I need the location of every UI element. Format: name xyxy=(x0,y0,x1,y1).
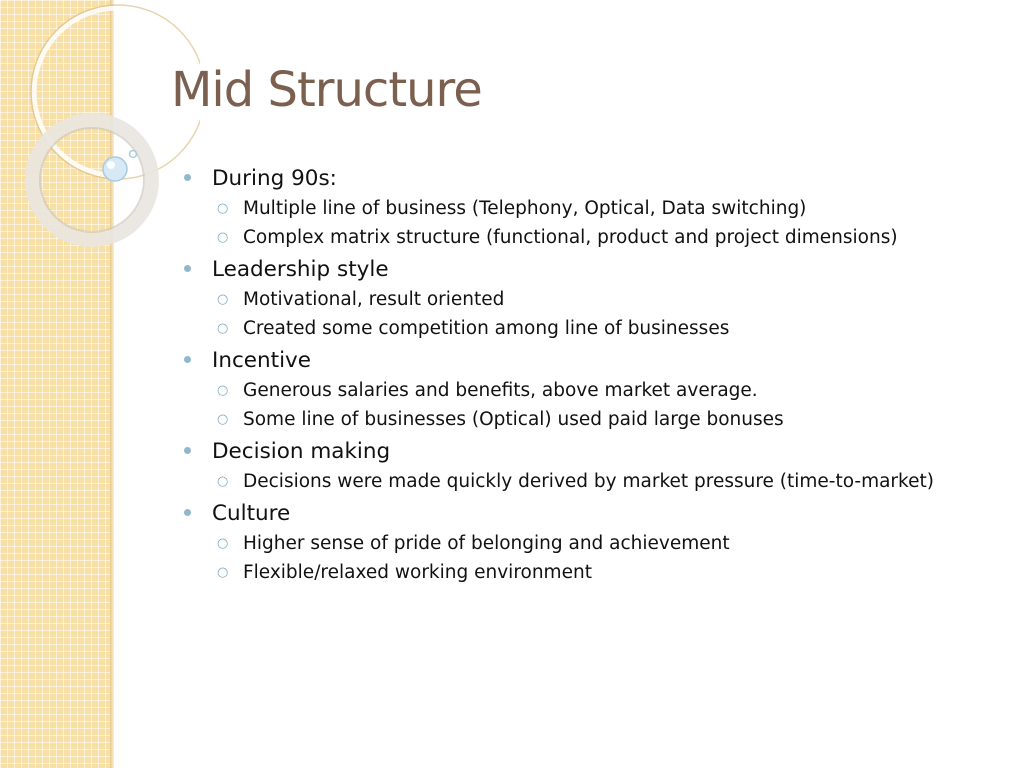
small-ball-highlight xyxy=(107,161,115,169)
sub-bullet-label: Complex matrix structure (functional, product and project dimensions) xyxy=(243,227,898,248)
bullet-item-during-90s xyxy=(184,164,1004,249)
sub-bullet-item xyxy=(212,288,1004,311)
medium-ring-inner xyxy=(40,128,144,232)
bullet-item-decision-making xyxy=(184,437,1004,493)
sub-bullet-list xyxy=(212,532,1004,584)
sub-bullet-ring-icon: ○ xyxy=(217,292,229,307)
bullet-list xyxy=(184,164,1004,584)
bullet-item-incentive xyxy=(184,346,1004,431)
bullet-dot-icon xyxy=(184,447,191,454)
sub-bullet-ring-icon: ○ xyxy=(217,412,229,427)
tiny-ring xyxy=(130,151,137,158)
sub-bullet-list xyxy=(212,197,1004,249)
sub-bullet-list xyxy=(212,379,1004,431)
bullet-label: Culture xyxy=(212,501,291,526)
sub-bullet-list xyxy=(212,288,1004,340)
sub-bullet-label: Flexible/relaxed working environment xyxy=(243,562,592,583)
sub-bullet-ring-icon: ○ xyxy=(217,565,229,580)
bullet-content xyxy=(184,164,1004,590)
sub-bullet-list xyxy=(212,470,1004,493)
bullet-item-leadership-style xyxy=(184,255,1004,340)
bullet-dot-icon xyxy=(184,265,191,272)
sub-bullet-ring-icon: ○ xyxy=(217,536,229,551)
sub-bullet-item xyxy=(212,561,1004,584)
sub-bullet-label: Created some competition among line of businesses xyxy=(243,318,730,339)
sub-bullet-label: Generous salaries and benefits, above market average. xyxy=(243,380,758,401)
bullet-dot-icon xyxy=(184,509,191,516)
sub-bullet-item xyxy=(212,317,1004,340)
sub-bullet-ring-icon: ○ xyxy=(217,474,229,489)
sub-bullet-item xyxy=(212,470,1004,493)
slide-title: Mid Structure xyxy=(171,62,482,118)
sub-bullet-ring-icon: ○ xyxy=(217,321,229,336)
sub-bullet-label: Some line of businesses (Optical) used paid large bonuses xyxy=(243,409,784,430)
sub-bullet-ring-icon: ○ xyxy=(217,230,229,245)
bullet-label: During 90s: xyxy=(212,166,337,191)
sub-bullet-ring-icon: ○ xyxy=(217,201,229,216)
sub-bullet-label: Multiple line of business (Telephony, Optical, Data switching) xyxy=(243,198,807,219)
medium-ring xyxy=(32,120,152,240)
bullet-dot-icon xyxy=(184,356,191,363)
bullet-label: Decision making xyxy=(212,439,391,464)
sub-bullet-item xyxy=(212,197,1004,220)
small-ball xyxy=(103,157,127,181)
sub-bullet-item xyxy=(212,379,1004,402)
sub-bullet-label: Higher sense of pride of belonging and achievement xyxy=(243,533,730,554)
sub-bullet-label: Decisions were made quickly derived by market pressure (time-to-market) xyxy=(243,471,934,492)
bullet-item-culture xyxy=(184,499,1004,584)
sub-bullet-item xyxy=(212,408,1004,431)
sub-bullet-item xyxy=(212,532,1004,555)
bullet-dot-icon xyxy=(184,174,191,181)
bullet-label: Incentive xyxy=(212,348,311,373)
sub-bullet-label: Motivational, result oriented xyxy=(243,289,505,310)
sub-bullet-ring-icon: ○ xyxy=(217,383,229,398)
sub-bullet-item xyxy=(212,226,1004,249)
decorative-circles xyxy=(0,0,200,260)
bullet-label: Leadership style xyxy=(212,257,389,282)
